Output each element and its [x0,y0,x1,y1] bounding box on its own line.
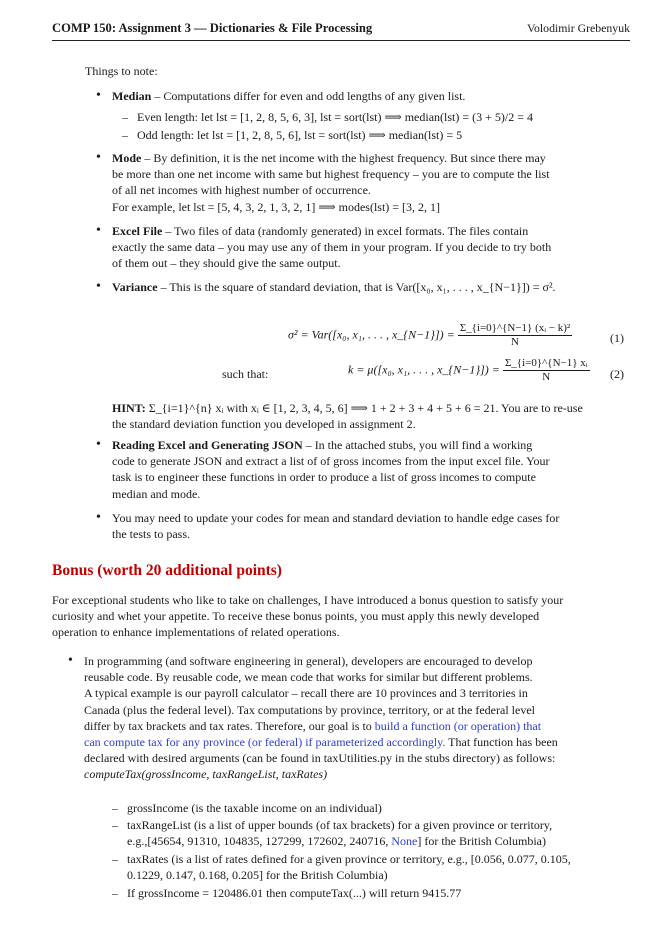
json-line3: task is to engineer these functions in order to produce a list of gross incomes to compute [112,470,536,485]
json-line4: median and mode. [112,486,201,501]
bullet-icon: • [96,279,101,294]
mode-item [112,150,630,215]
bonus-p6: That function has been [445,735,558,750]
hint-label: HINT: [112,401,146,415]
mode-line3: of all net incomes with highest number of occurrence. [112,183,371,198]
bonus-p3: A typical example is our payroll calculator – recall there are 10 provinces and 3 territories in [84,686,528,701]
eq1-numerator: Σ_{i=0}^{N−1} (xᵢ − k)² [459,322,571,334]
bonus-sub-2b-post: ] for the British Columbia) [417,834,546,849]
json-item [112,437,630,502]
mode-line4: For example, let lst = [5, 4, 3, 2, 1, 3, 2, 1] ⟹ modes(lst) = [3, 2, 1] [112,199,441,214]
bonus-p7: declared with desired arguments (can be found in taxUtilities.py in the stubs directory) as follows: [84,751,556,766]
bullet-icon: • [96,223,101,238]
hint-line1: Σ_{i=1}^{n} xᵢ with xᵢ ∈ [1, 2, 3, 4, 5, 6] ⟹ 1 + 2 + 3 + 4 + 5 + 6 = 21. You are to re-use [145,401,583,415]
mode-label: Mode [112,151,142,165]
bonus-sub-2a: taxRangeList (is a list of upper bounds (of tax brackets) for a given province or territory, [127,818,553,832]
bullet-icon: • [96,437,101,452]
eq2-denominator: N [542,371,551,383]
bonus-intro-line2: curiosity and whet your appetite. To receive these bonus points, you must apply this newly developed [52,609,540,624]
variance-text: – This is the square of standard deviation, that is Var([x₀, x₁, . . . , x_{N−1}]) = σ². [157,280,556,294]
median-even: Even length: let lst = [1, 2, 8, 5, 6, 3], lst = sort(lst) ⟹ median(lst) = (3 + 5)/2 = 4 [137,110,533,124]
bonus-link-2[interactable]: can compute tax for any province (or federal) if parameterized accordingly. [84,735,446,750]
bonus-paragraph [84,653,630,783]
dash-icon: – [122,128,128,142]
page-header [52,20,630,41]
notes-title: Things to note: [85,64,158,78]
json-line1: – In the attached stubs, you will find a working [302,438,533,452]
json-line2: code to generate JSON and extract a list of of gross incomes from the input excel file. Your [112,454,550,469]
median-label: Median [112,89,152,103]
bullet-icon: • [68,653,73,668]
variance-item [112,279,556,295]
bonus-sub-3b: 0.1229, 0.147, 0.168, 0.205] for the British Columbia) [127,868,388,883]
median-odd: Odd length: let lst = [1, 2, 8, 5, 6], lst = sort(lst) ⟹ median(lst) = 5 [137,128,463,142]
header-title: COMP 150: Assignment 3 — Dictionaries & File Processing [52,21,373,35]
update-line1: You may need to update your codes for mean and standard deviation to handle edge cases for [112,511,560,525]
median-text: – Computations differ for even and odd lengths of any given list. [151,89,466,103]
bonus-sub-4: If grossIncome = 120486.01 then computeTax(...) will return 9415.77 [127,886,462,900]
hint-block [112,400,630,432]
equation-1 [288,322,572,349]
update-line2: the tests to pass. [112,527,190,542]
bonus-title: Bonus (worth 20 additional points) [52,562,282,579]
bonus-signature: computeTax(grossIncome, taxRangeList, taxRates) [84,767,328,782]
dash-icon: – [112,801,118,815]
json-label: Reading Excel and Generating JSON [112,438,303,452]
dash-icon: – [112,852,118,866]
bullet-icon: • [96,150,101,165]
median-item [112,88,465,104]
bonus-p2: reusable code. By reusable code, we mean code that works for similar but different problems. [84,670,533,685]
dash-icon: – [122,110,128,124]
header-author: Volodimir Grebenyuk [527,21,630,35]
excel-label: Excel File [112,224,163,238]
eq2-fraction [503,357,590,384]
such-that: such that: [222,367,269,381]
bonus-sub-3 [127,851,630,883]
eq2-left: k = μ([x₀, x₁, . . . , x_{N−1}]) = [348,362,500,377]
variance-label: Variance [112,280,158,294]
eq1-fraction [458,322,572,349]
excel-line1: – Two files of data (randomly generated) in excel formats. The files contain [162,224,529,238]
excel-line2: exactly the same data – you may use any of them in your program. If you decide to try both [112,240,552,255]
eq2-numerator: Σ_{i=0}^{N−1} xᵢ [504,357,588,369]
excel-item [112,223,630,272]
bonus-sub-3a: taxRates (is a list of rates defined for a given province or territory, e.g., [0.056, 0.077, 0.105, [127,852,571,866]
dash-icon: – [112,818,118,832]
eq1-left: σ² = Var([x₀, x₁, . . . , x_{N−1}]) = [288,327,455,342]
mode-line1: – By definition, it is the net income with the highest frequency. But since there may [141,151,546,165]
update-item [112,510,630,542]
bonus-link-1[interactable]: build a function (or operation) that [374,718,542,733]
bonus-intro-line3: operation to enhance implementations of related operations. [52,625,340,640]
excel-line3: of them out – they should give the same output. [112,256,341,271]
bonus-sub-2b-pre: e.g.,[45654, 91310, 104835, 127299, 172602, 240716, [127,834,392,849]
bonus-p5: differ by tax brackets and tax rates. Therefore, our goal is to [84,718,372,733]
bonus-none-link[interactable]: None [391,834,418,849]
bonus-intro [52,592,630,641]
eq2-number: (2) [610,367,624,381]
equation-2 [348,357,590,384]
eq1-denominator: N [510,336,519,348]
mode-line2: be more than one net income with same but highest frequency – you are to compute the list [112,167,550,182]
bonus-sub-1: grossIncome (is the taxable income on an individual) [127,801,382,815]
bonus-p4: Canada (plus the federal level). Tax computations by province, territory, or at the federal level [84,702,535,717]
eq1-number: (1) [610,331,624,345]
bonus-sub-2 [127,817,630,849]
bonus-intro-line1: For exceptional students who like to take on challenges, I have introduced a bonus question to satisfy your [52,593,564,607]
bullet-icon: • [96,88,101,103]
hint-line2: the standard deviation function you developed in assignment 2. [112,417,416,432]
bonus-p1: In programming (and software engineering in general), developers are encouraged to develop [84,654,533,668]
bullet-icon: • [96,510,101,525]
dash-icon: – [112,886,118,900]
